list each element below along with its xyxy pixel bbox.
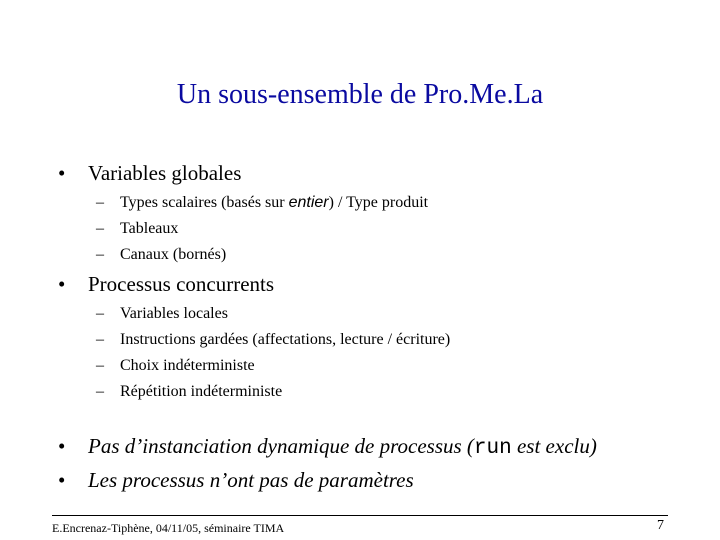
sub-item-canaux: [96, 245, 226, 265]
note-text: Les processus n’ont pas de paramètres: [88, 468, 414, 492]
bullet-marker: •: [58, 272, 66, 296]
sub-item-text: Tableaux: [120, 220, 179, 237]
note-text-before: Pas d’instanciation dynamique de processus (: [88, 434, 474, 458]
dash-marker: –: [96, 331, 104, 348]
sub-item-choix: [96, 356, 255, 376]
bullet-marker: •: [58, 434, 66, 458]
dash-marker: –: [96, 220, 104, 237]
page-number: 7: [657, 518, 664, 533]
sub-item-tableaux: [96, 219, 178, 239]
slide-title: Un sous-ensemble de Pro.Me.La: [176, 79, 544, 110]
footer-author-date: E.Encrenaz-Tiphène, 04/11/05, séminaire TIMA: [52, 521, 285, 535]
dash-marker: –: [96, 194, 104, 211]
bullet-marker: •: [58, 161, 66, 185]
footer-divider: [52, 515, 668, 516]
dash-marker: –: [96, 246, 104, 263]
sub-item-text: Canaux (bornés): [120, 246, 227, 263]
note-text-after: est exclu): [511, 434, 597, 458]
note-code-run: run: [473, 437, 512, 460]
sub-item-text-before: Types scalaires (basés sur: [120, 194, 289, 211]
bullet-heading: Variables globales: [88, 161, 242, 185]
note-instanciation: [58, 433, 597, 462]
sub-item-text: Répétition indéterministe: [120, 383, 283, 400]
dash-marker: –: [96, 305, 104, 322]
sub-item-text: Choix indéterministe: [120, 357, 255, 374]
bullet-heading: Processus concurrents: [88, 272, 275, 296]
sub-item-text: Instructions gardées (affectations, lecture / écriture): [120, 331, 451, 348]
bullet-marker: •: [58, 468, 66, 492]
sub-item-text: Variables locales: [120, 305, 228, 322]
bullet-variables-globales: [58, 160, 241, 186]
sub-item-instructions-gardees: [96, 330, 450, 350]
sub-item-text-after: ) / Type produit: [328, 194, 429, 211]
dash-marker: –: [96, 357, 104, 374]
sub-item-variables-locales: [96, 304, 228, 324]
sub-item-types-scalaires: [96, 193, 428, 213]
sub-item-emphasis: entier: [288, 194, 329, 211]
sub-item-repetition: [96, 382, 282, 402]
dash-marker: –: [96, 383, 104, 400]
note-parametres: [58, 467, 414, 493]
bullet-processus-concurrents: [58, 271, 274, 297]
